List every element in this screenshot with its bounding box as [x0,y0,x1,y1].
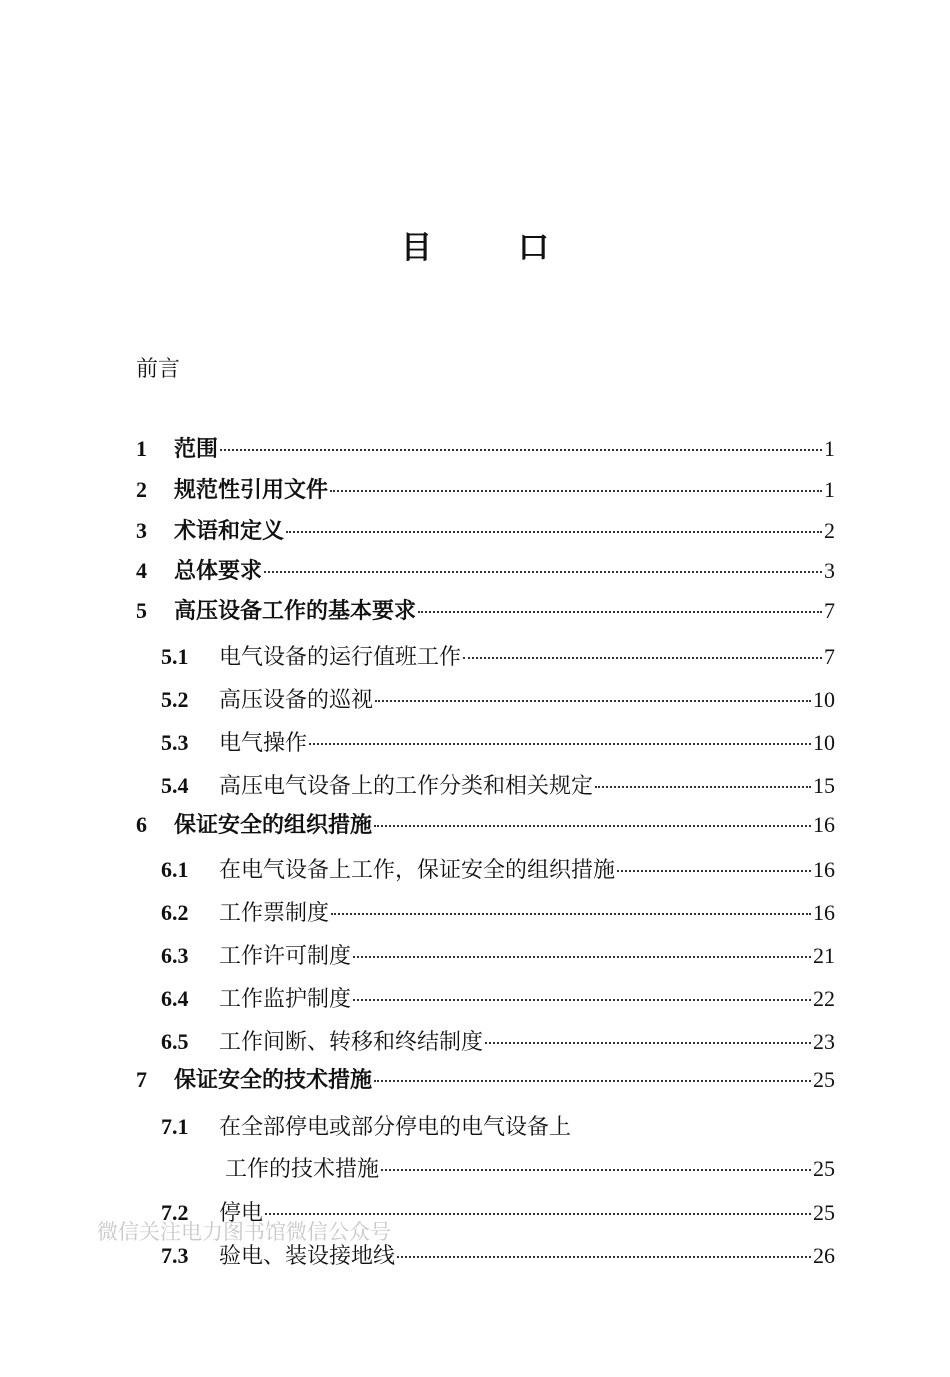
toc-leader [375,700,811,702]
toc-title: 停电 [219,1201,264,1226]
title-char-left: 目 [401,230,432,266]
toc-entry-6-4[interactable] [161,982,835,1014]
toc-entry-7-1-cont[interactable] [225,1152,835,1184]
toc-entry-6-5[interactable] [161,1025,835,1057]
toc-page: 3 [824,558,835,583]
toc-leader [381,1169,811,1171]
watermark-text: 微信关注电力图书馆微信公众号 [97,1220,391,1244]
toc-title: 高压设备工作的基本要求 [174,599,417,624]
toc-leader [463,657,822,659]
toc-leader [353,956,811,958]
toc-num: 3 [136,518,147,543]
toc-leader [265,1213,811,1215]
foreword-label: 前言 [136,357,181,382]
toc-page: 21 [813,943,835,968]
toc-title: 电气操作 [219,731,308,756]
toc-num: 6.2 [161,900,189,925]
toc-num: 6.4 [161,986,189,1011]
toc-title: 验电、装设接地线 [219,1244,396,1269]
toc-num: 7.2 [161,1200,189,1225]
toc-title: 在全部停电或部分停电的电气设备上 [219,1115,572,1140]
toc-page: 7 [824,598,835,623]
toc-num: 6.3 [161,943,189,968]
toc-entry-6[interactable] [136,808,835,840]
toc-num: 7.3 [161,1243,189,1268]
toc-num: 4 [136,558,147,583]
toc-title: 工作票制度 [219,901,330,926]
toc-page: 23 [813,1029,835,1054]
toc-entry-5[interactable] [136,594,835,626]
toc-title: 工作间断、转移和终结制度 [219,1030,484,1055]
toc-page: 26 [813,1243,835,1268]
toc-title: 范围 [174,437,219,462]
toc-num: 1 [136,436,147,461]
toc-leader [330,490,822,492]
toc-title: 总体要求 [174,559,263,584]
toc-title: 工作监护制度 [219,987,352,1012]
toc-leader [617,870,811,872]
toc-num: 6.5 [161,1029,189,1054]
toc-title: 保证安全的技术措施 [174,1068,373,1093]
toc-num: 5 [136,598,147,623]
toc-leader [220,449,822,451]
toc-entry-5-4[interactable] [161,769,835,801]
toc-entry-5-3[interactable] [161,726,835,758]
toc-page: 25 [813,1200,835,1225]
toc-leader [485,1042,811,1044]
toc-num: 7 [136,1067,147,1092]
toc-entry-3[interactable] [136,514,835,546]
toc-page: 1 [824,477,835,502]
toc-num: 5.1 [161,644,189,669]
toc-title: 电气设备的运行值班工作 [219,645,462,670]
toc-leader [374,1080,811,1082]
toc-leader [374,825,811,827]
toc-leader [264,571,822,573]
toc-num: 5.2 [161,687,189,712]
toc-num: 7.1 [161,1114,189,1139]
toc-page: 25 [813,1156,835,1181]
toc-num: 6 [136,812,147,837]
toc-title: 高压电气设备上的工作分类和相关规定 [219,774,594,799]
toc-page: 10 [813,687,835,712]
toc-page: 2 [824,518,835,543]
title-char-right: 口 [518,230,549,266]
toc-entry-7-1[interactable] [161,1110,835,1142]
toc-leader [397,1256,811,1258]
toc-page: 10 [813,730,835,755]
toc-page: 1 [824,436,835,461]
toc-title: 工作许可制度 [219,944,352,969]
toc-page: 22 [813,986,835,1011]
toc-title: 规范性引用文件 [174,478,329,503]
toc-title: 术语和定义 [174,519,285,544]
toc-entry-6-1[interactable] [161,853,835,885]
toc-leader [353,999,811,1001]
toc-entry-7[interactable] [136,1063,835,1095]
toc-num: 5.4 [161,773,189,798]
toc-leader [286,531,822,533]
toc-page: 16 [813,900,835,925]
toc-leader [309,743,811,745]
toc-entry-6-2[interactable] [161,896,835,928]
toc-leader [331,913,811,915]
toc-entry-6-3[interactable] [161,939,835,971]
toc-num: 2 [136,477,147,502]
toc-page: 7 [824,644,835,669]
toc-num: 5.3 [161,730,189,755]
toc-page: 15 [813,773,835,798]
toc-num: 6.1 [161,857,189,882]
toc-leader [418,611,822,613]
toc-title: 保证安全的组织措施 [174,813,373,838]
toc-entry-5-2[interactable] [161,683,835,715]
toc-title: 在电气设备上工作，保证安全的组织措施 [219,858,616,883]
page-title [0,222,950,267]
toc-page: 16 [813,812,835,837]
toc-leader [595,786,811,788]
toc-entry-4[interactable] [136,554,835,586]
toc-title: 高压设备的巡视 [219,688,374,713]
toc-title-cont: 工作的技术措施 [225,1157,380,1182]
toc-entry-2[interactable] [136,473,835,505]
toc-page: 25 [813,1067,835,1092]
toc-page: 16 [813,857,835,882]
toc-entry-5-1[interactable] [161,640,835,672]
toc-entry-1[interactable] [136,432,835,464]
